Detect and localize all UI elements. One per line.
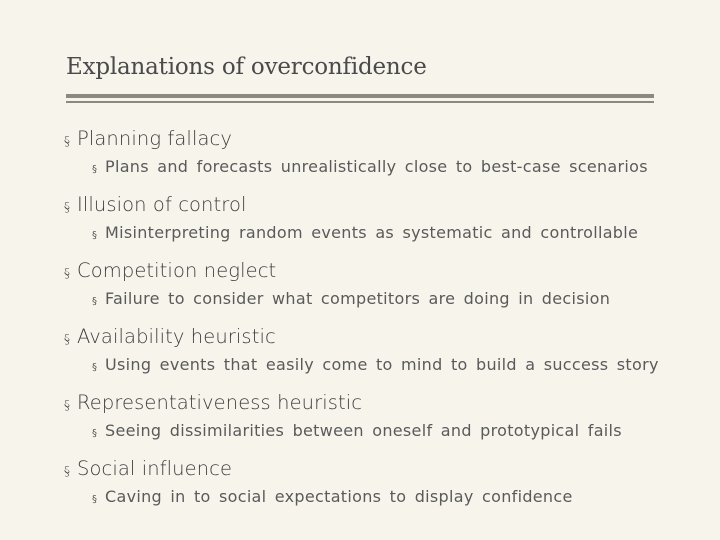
sub-bullet-text: Caving in to social expectations to display confidence	[105, 487, 573, 506]
bullet-list	[64, 126, 664, 510]
sub-bullet-text: Failure to consider what competitors are doing in decision	[105, 289, 611, 308]
bullet-item	[64, 390, 664, 418]
bullet-item	[64, 192, 664, 220]
title-underline-thin	[66, 101, 654, 103]
sub-bullet-text: Plans and forecasts unrealistically close to best-case scenarios	[105, 157, 648, 176]
bullet-icon: §	[64, 200, 71, 214]
sub-bullet-item	[92, 223, 664, 246]
bullet-item	[64, 324, 664, 352]
sub-bullet-item	[92, 289, 664, 312]
bullet-item	[64, 126, 664, 154]
title-underline-thick	[66, 94, 654, 98]
sub-bullet-item	[92, 355, 664, 378]
bullet-item	[64, 258, 664, 286]
bullet-heading: Competition neglect	[77, 259, 277, 282]
sub-bullet-icon: §	[92, 428, 98, 439]
bullet-icon: §	[64, 134, 71, 148]
bullet-icon: §	[64, 332, 71, 346]
sub-bullet-text: Misinterpreting random events as systematic and controllable	[105, 223, 639, 242]
bullet-icon: §	[64, 266, 71, 280]
sub-bullet-icon: §	[92, 164, 98, 175]
sub-bullet-icon: §	[92, 362, 98, 373]
sub-bullet-text: Using events that easily come to mind to build a success story	[105, 355, 659, 374]
bullet-heading: Illusion of control	[77, 193, 247, 216]
slide-title: Explanations of overconfidence	[66, 54, 427, 80]
sub-bullet-item	[92, 421, 664, 444]
sub-bullet-icon: §	[92, 494, 98, 505]
sub-bullet-item	[92, 487, 664, 510]
sub-bullet-icon: §	[92, 296, 98, 307]
sub-bullet-item	[92, 157, 664, 180]
sub-bullet-text: Seeing dissimilarities between oneself and prototypical fails	[105, 421, 622, 440]
bullet-icon: §	[64, 464, 71, 478]
bullet-item	[64, 456, 664, 484]
bullet-heading: Social influence	[77, 457, 233, 480]
bullet-heading: Representativeness heuristic	[77, 391, 363, 414]
bullet-icon: §	[64, 398, 71, 412]
bullet-heading: Availability heuristic	[77, 325, 276, 348]
bullet-heading: Planning fallacy	[77, 127, 232, 150]
sub-bullet-icon: §	[92, 230, 98, 241]
